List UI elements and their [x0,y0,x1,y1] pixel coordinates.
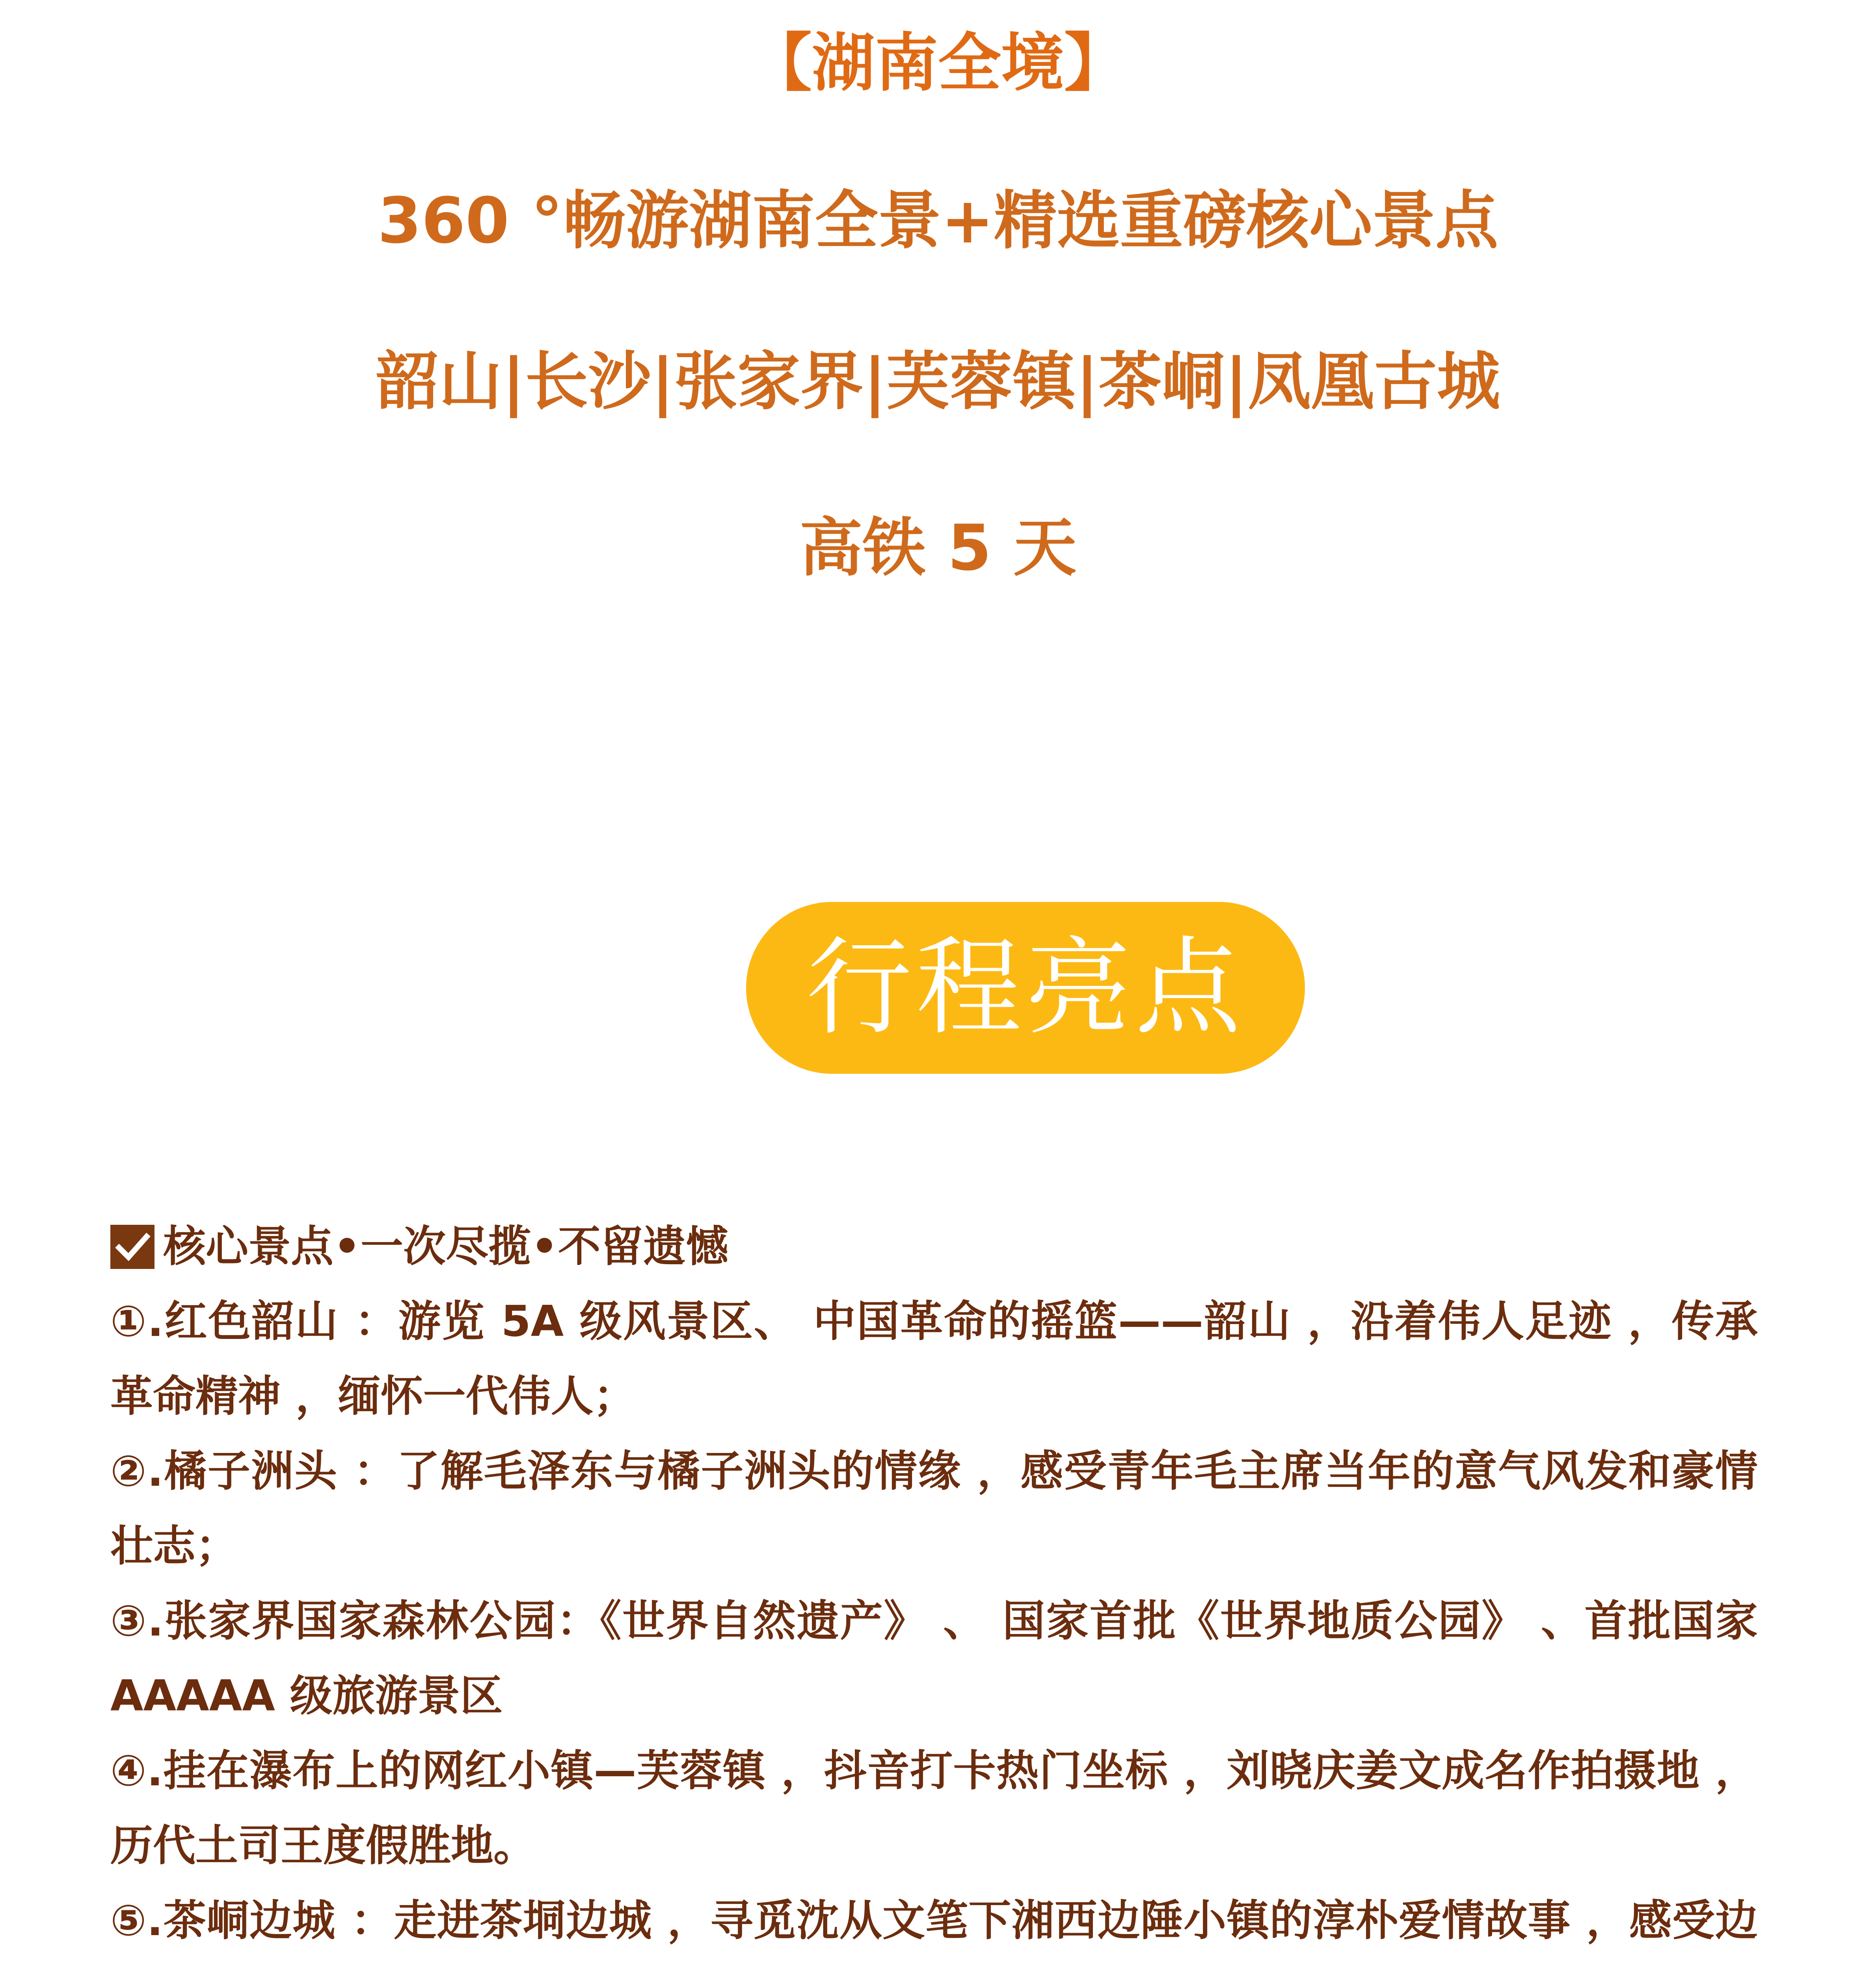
checked-box-icon [110,1225,154,1269]
highlight-item-chadong: ⑤.茶峒边城 ：走进茶垌边城 ，寻觅沈从文笔下湘西边陲小镇的淳朴爱情故事 ，感受边 [110,1896,1758,1945]
title-destinations: 韶山|长沙|张家界|芙蓉镇|茶峒|凤凰古城 [376,345,1500,418]
core-sights-heading-text: 核心景点•一次尽揽•不留遗憾 [163,1222,729,1271]
core-sights-heading [110,1209,1758,1284]
highlight-item-furong-town: ④.挂在瀑布上的网红小镇—芙蓉镇 ，抖音打卡热门坐标 ，刘晓庆姜文成名作拍摄地 ，历代土司王度假胜地。 [110,1746,1758,1870]
badge-label: 行程亮点 [806,926,1245,1049]
highlight-item-shaoshan: ①.红色韶山 ：游览 5A 级风景区、 中国革命的摇篮——韶山 ，沿着伟人足迹 ，传承革命精神 ，缅怀一代伟人； [110,1297,1758,1421]
title-region: 【湖南全境】 [748,26,1127,100]
itinerary-highlights-badge [746,902,1305,1074]
highlights-section [110,1209,1758,1971]
highlight-item-orange-isle: ②.橘子洲头 ：了解毛泽东与橘子洲头的情缘 ，感受青年毛主席当年的意气风发和豪情壮志； [110,1447,1758,1571]
title-tagline: 360 °畅游湖南全景+精选重磅核心景点 [378,184,1498,257]
highlight-item-zhangjiajie: ③.张家界国家森林公园：《世界自然遗产》 、 国家首批《世界地质公园》 、首批国家 AAAAA 级旅游景区 [110,1597,1758,1721]
title-duration: 高铁 5 天 [799,511,1077,585]
